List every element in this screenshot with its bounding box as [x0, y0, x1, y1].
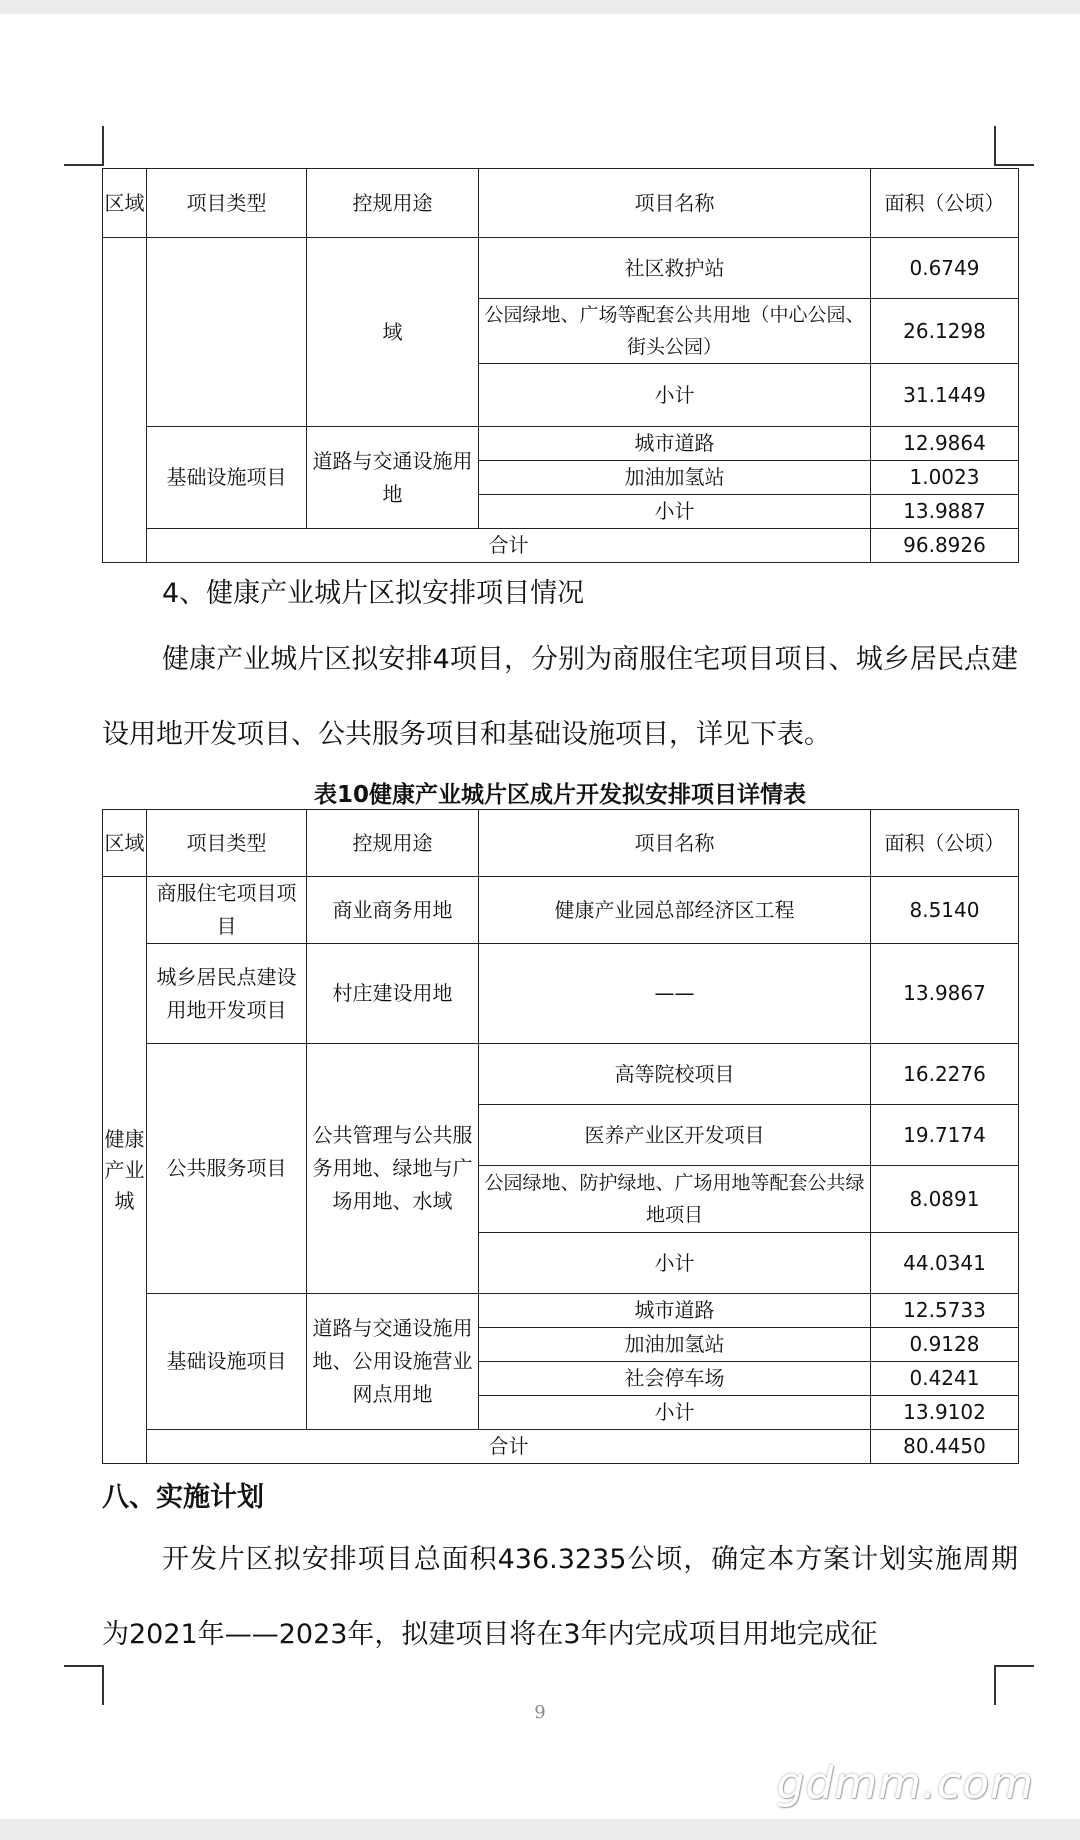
total-label: 合计	[147, 529, 871, 563]
crop-mark-bottom-left-h	[64, 1665, 104, 1667]
header-type: 项目类型	[147, 810, 307, 877]
total-area: 96.8926	[871, 529, 1019, 563]
project-area: 0.4241	[871, 1362, 1019, 1396]
header-region: 区域	[103, 810, 147, 877]
header-type: 项目类型	[147, 169, 307, 238]
header-area: 面积（公顷）	[871, 810, 1019, 877]
project-name: 医养产业区开发项目	[479, 1105, 871, 1166]
header-name: 项目名称	[479, 810, 871, 877]
section-paragraph: 开发片区拟安排项目总面积436.3235公顷，确定本方案计划实施周期为2021年——2023年，拟建项目将在3年内完成项目用地完成征	[102, 1544, 1018, 1650]
use-cell: 域	[307, 238, 479, 427]
project-name: 社会停车场	[479, 1362, 871, 1396]
header-region: 区域	[103, 169, 147, 238]
subtotal-area: 13.9887	[871, 495, 1019, 529]
residential-type: 城乡居民点建设用地开发项目	[147, 944, 307, 1044]
project-name: 公园绿地、广场等配套公共用地（中心公园、街头公园）	[479, 299, 871, 364]
subtotal-label: 小计	[479, 1396, 871, 1430]
project-name: 加油加氢站	[479, 1328, 871, 1362]
header-use: 控规用途	[307, 810, 479, 877]
total-area: 80.4450	[871, 1430, 1019, 1464]
project-area: 8.5140	[871, 877, 1019, 944]
type-cell-empty	[147, 238, 307, 427]
total-row	[103, 529, 1019, 563]
header-area: 面积（公顷）	[871, 169, 1019, 238]
table-row	[103, 944, 1019, 1044]
commercial-type: 商服住宅项目项目	[147, 877, 307, 944]
project-name: 健康产业园总部经济区工程	[479, 877, 871, 944]
table-header-row	[103, 169, 1019, 238]
crop-mark-top-right-h	[994, 164, 1034, 166]
project-name: 加油加氢站	[479, 461, 871, 495]
continued-project-table	[102, 168, 1019, 563]
header-use: 控规用途	[307, 169, 479, 238]
infra-use: 道路与交通设施用地、公用设施营业网点用地	[307, 1294, 479, 1430]
document-page	[0, 14, 1080, 1819]
project-area: 26.1298	[871, 299, 1019, 364]
subtotal-label: 小计	[479, 1233, 871, 1294]
subtotal-area: 44.0341	[871, 1233, 1019, 1294]
subtotal-area: 13.9102	[871, 1396, 1019, 1430]
project-name: 高等院校项目	[479, 1044, 871, 1105]
table-row	[103, 1294, 1019, 1328]
project-area: 19.7174	[871, 1105, 1019, 1166]
public-type: 公共服务项目	[147, 1044, 307, 1294]
table-caption: 表10健康产业城片区成片开发拟安排项目详情表	[313, 782, 806, 808]
project-area: 13.9867	[871, 944, 1019, 1044]
public-use: 公共管理与公共服务用地、绿地与广场用地、水域	[307, 1044, 479, 1294]
header-name: 项目名称	[479, 169, 871, 238]
page-number: 9	[534, 1702, 546, 1723]
subtotal-label: 小计	[479, 364, 871, 427]
project-area: 0.6749	[871, 238, 1019, 299]
project-name: 社区救护站	[479, 238, 871, 299]
table-row	[103, 238, 1019, 299]
infra-type: 基础设施项目	[147, 1294, 307, 1430]
project-area: 8.0891	[871, 1166, 1019, 1233]
section-title: 八、实施计划	[102, 1482, 264, 1513]
infra-use: 道路与交通设施用地	[307, 427, 479, 529]
table-row	[103, 1044, 1019, 1105]
subtotal-area: 31.1449	[871, 364, 1019, 427]
table-header-row	[103, 810, 1019, 877]
watermark-text: gdmm.com	[776, 1758, 1034, 1809]
health-industry-project-table	[102, 809, 1019, 1464]
table-row	[103, 427, 1019, 461]
subtotal-label: 小计	[479, 495, 871, 529]
project-area: 12.5733	[871, 1294, 1019, 1328]
commercial-use: 商业商务用地	[307, 877, 479, 944]
residential-use: 村庄建设用地	[307, 944, 479, 1044]
section-paragraph: 健康产业城片区拟安排4项目，分别为商服住宅项目项目、城乡居民点建设用地开发项目、公共服务项目和基础设施项目，详见下表。	[102, 644, 1018, 750]
region-cell-empty	[103, 238, 147, 563]
project-area: 1.0023	[871, 461, 1019, 495]
crop-mark-top-left-h	[64, 164, 104, 166]
project-name: 城市道路	[479, 1294, 871, 1328]
total-row	[103, 1430, 1019, 1464]
crop-mark-top-right	[994, 126, 996, 164]
infra-type: 基础设施项目	[147, 427, 307, 529]
section-heading: 4、健康产业城片区拟安排项目情况	[162, 578, 585, 609]
region-name: 健康产业城	[103, 877, 147, 1464]
project-area: 0.9128	[871, 1328, 1019, 1362]
table-row	[103, 877, 1019, 944]
project-name: ——	[479, 944, 871, 1044]
project-name: 公园绿地、防护绿地、广场用地等配套公共绿地项目	[479, 1166, 871, 1233]
crop-mark-top-left	[102, 126, 104, 164]
total-label: 合计	[147, 1430, 871, 1464]
project-area: 12.9864	[871, 427, 1019, 461]
project-area: 16.2276	[871, 1044, 1019, 1105]
project-name: 城市道路	[479, 427, 871, 461]
